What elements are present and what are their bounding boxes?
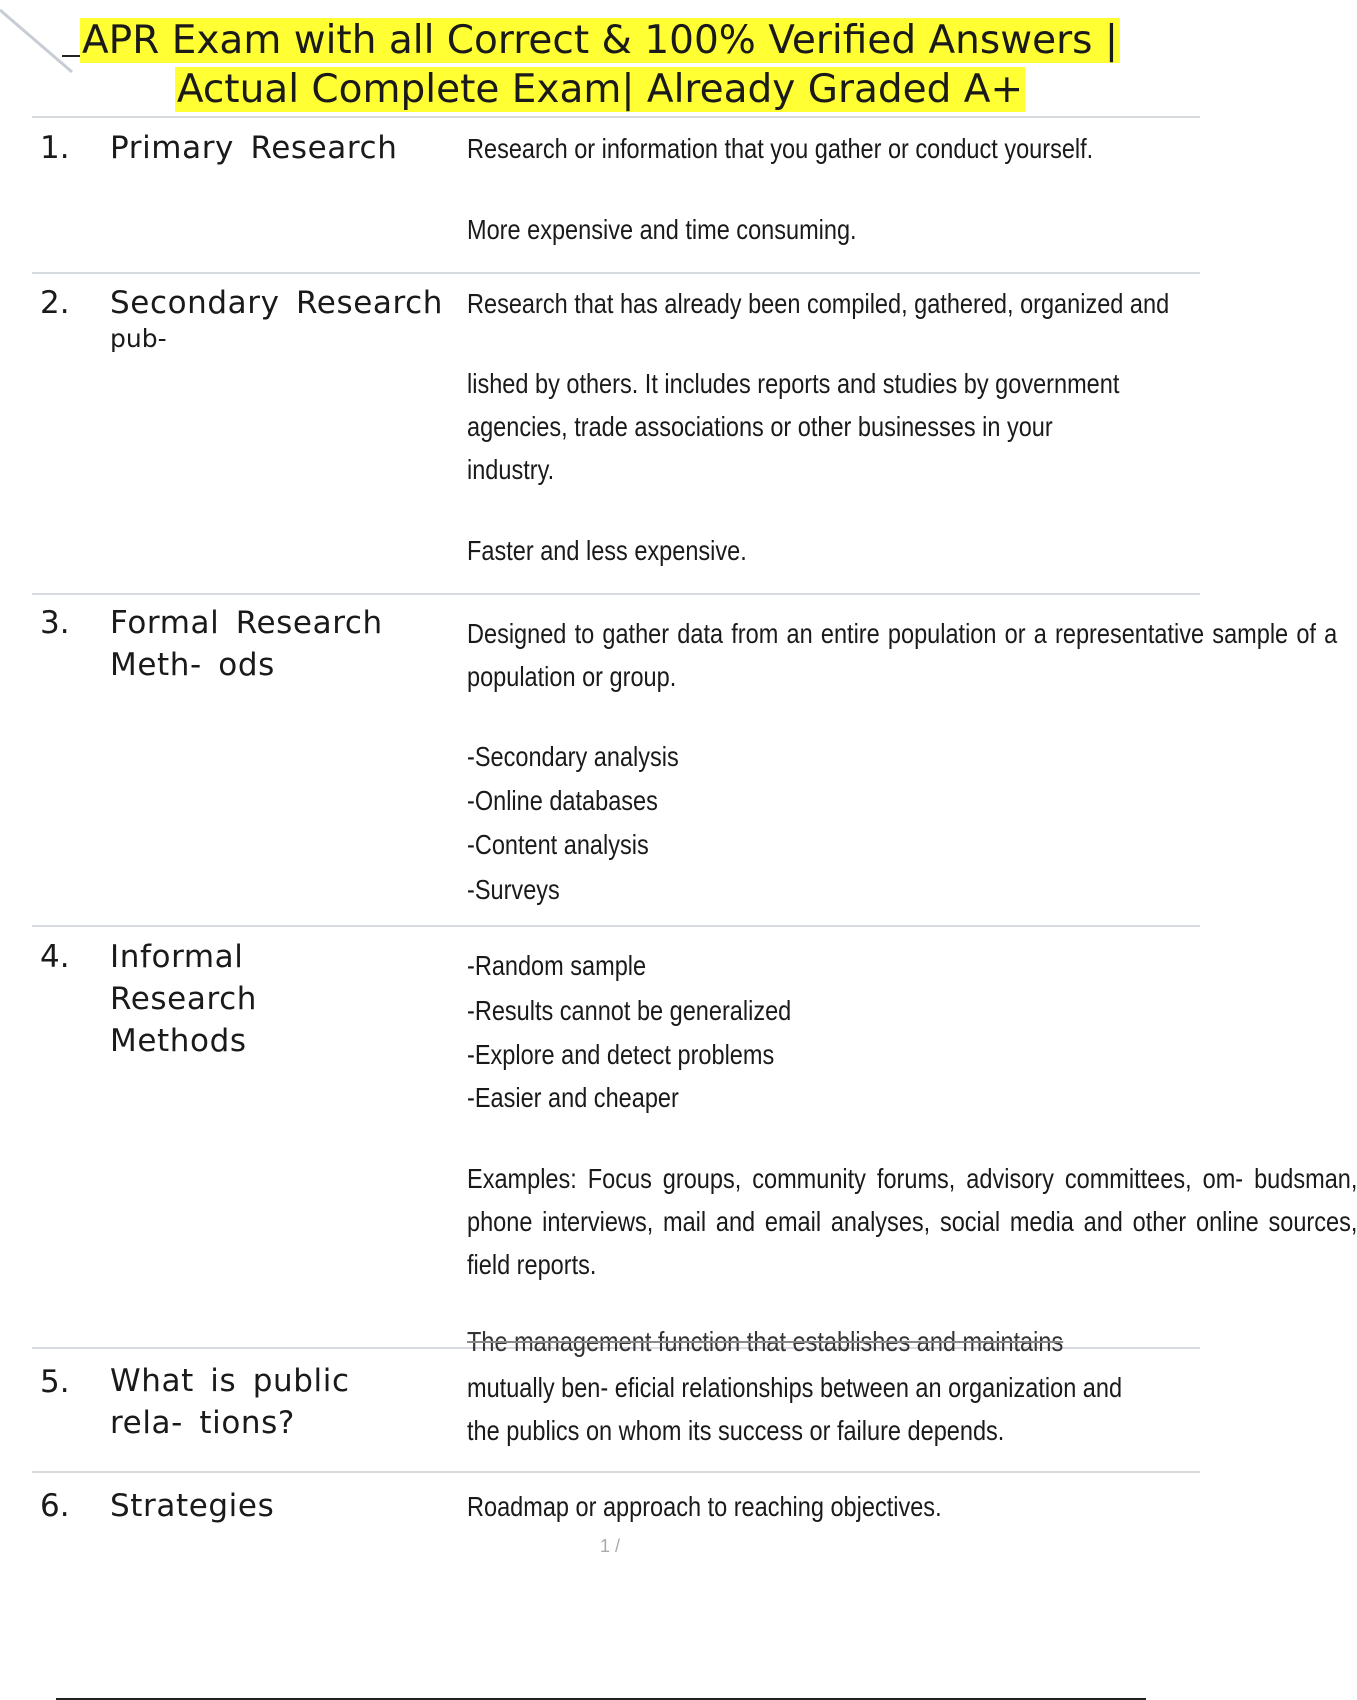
item-definition-paragraph: Examples: Focus groups, community forums, advisory committees, om- budsman, phone interviews, mail and email analyses, social media and other online sources, field reports. <box>467 1163 1357 1280</box>
item-definition-line: -Surveys <box>467 874 560 905</box>
item-definition-line: industry. <box>467 454 555 485</box>
item-definition-line: -Explore and detect problems <box>467 1039 775 1070</box>
row-divider <box>32 116 1200 118</box>
item-term: Secondary Research <box>110 285 444 321</box>
item-definition-line: -Random sample <box>467 950 647 981</box>
item-definition-line: the publics on whom its success or failure depends. <box>467 1415 1005 1446</box>
page-number: 1 / <box>600 1536 621 1556</box>
item-number: 4. <box>40 939 70 975</box>
item-number: 6. <box>40 1488 70 1524</box>
item-definition-line: Faster and less expensive. <box>467 535 747 566</box>
row-divider <box>32 272 1200 274</box>
item-definition-line: -Content analysis <box>467 829 649 860</box>
struck-definition-text: The management function that establishes and maintains <box>467 1326 1064 1357</box>
row-divider <box>32 1471 1200 1473</box>
item-definition-line: mutually ben- eficial relationships between an organization and <box>467 1372 1123 1403</box>
item-definition-line: More expensive and time consuming. <box>467 214 857 245</box>
row-divider <box>32 925 1200 927</box>
item-definition-line: -Secondary analysis <box>467 741 679 772</box>
item-number: 5. <box>40 1364 70 1400</box>
item-definition-line: lished by others. It includes reports and studies by government <box>467 368 1120 399</box>
item-number: 1. <box>40 130 70 166</box>
item-definition-line <box>467 1320 1063 1363</box>
title-line-2: Actual Complete Exam| Already Graded A+ <box>176 67 1024 112</box>
item-definition-line: -Online databases <box>467 785 658 816</box>
item-term-continuation: pub- <box>110 324 167 353</box>
title-line-1: APR Exam with all Correct & 100% Verified Answers | <box>82 18 1118 63</box>
item-definition-line: -Easier and cheaper <box>467 1082 679 1113</box>
item-definition-line: Roadmap or approach to reaching objectives. <box>467 1491 942 1522</box>
item-definition-line: -Results cannot be generalized <box>467 995 792 1026</box>
item-term: What is public rela- tions? <box>110 1363 350 1441</box>
document-title <box>60 16 1140 114</box>
item-definition-paragraph: Designed to gather data from an entire population or a representative sample of a population or group. <box>467 618 1338 692</box>
item-term: Primary Research <box>110 130 398 166</box>
item-definition-line: Research that has already been compiled, gathered, organized and <box>467 288 1170 319</box>
item-definition-line: agencies, trade associations or other businesses in your <box>467 411 1053 442</box>
item-term: Strategies <box>110 1488 275 1524</box>
item-number: 2. <box>40 285 70 321</box>
row-divider <box>32 593 1200 595</box>
item-number: 3. <box>40 605 70 641</box>
item-definition-line: Research or information that you gather or conduct yourself. <box>467 133 1094 164</box>
item-term: Informal Research Methods <box>110 939 257 1059</box>
item-term: Formal Research Meth- ods <box>110 605 383 683</box>
